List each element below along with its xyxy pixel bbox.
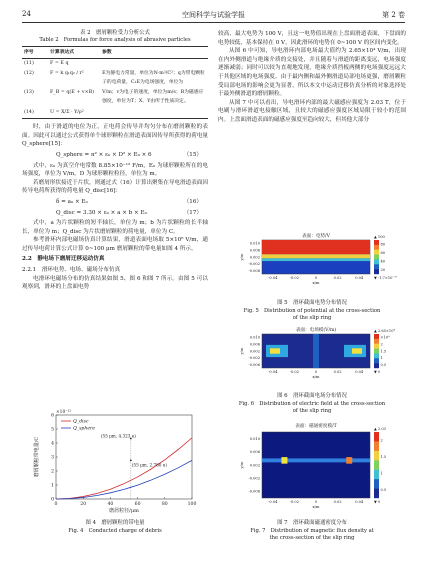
equation-17 — [22, 209, 208, 218]
y-tick-label: -0.006 — [248, 489, 260, 494]
page-header — [22, 8, 405, 22]
fig4-caption-en: Fig. 4 Conducted charge of debris — [68, 528, 162, 534]
y-tick-label: 0.002 — [249, 463, 260, 468]
colorbar-tick: 2 — [380, 342, 383, 347]
y-axis-label: 磨屑颗粒带电量/C — [34, 436, 40, 478]
colorbar-segment — [374, 250, 379, 255]
y-tick-label: 0.010 — [249, 241, 260, 246]
colorbar-segment — [374, 489, 379, 499]
colorbar-max: ▲ 100 — [374, 235, 385, 239]
y-tick-label: 0.010 — [249, 436, 260, 441]
table-cell: F = E q — [50, 60, 69, 66]
equation-15 — [22, 151, 208, 160]
table-cell — [100, 108, 208, 119]
fig7-caption-cn: 图 7 滑环截面磁通密度分布 — [277, 520, 347, 526]
colorbar-segment — [374, 264, 379, 269]
map-title: 表面：电场模(V/m) — [295, 328, 337, 333]
body-paragraph: 式中，ε₀ 为真空介电常数 8.85×10⁻¹² F/m，E₀ 为球形颗粒所在的电场强度，单位为 V/m，D 为球形颗粒粒径，单位为 m。 — [22, 162, 208, 178]
table-row — [22, 108, 208, 119]
y-tick-label: -0.006 — [248, 268, 260, 273]
series-line-Q_sphere — [56, 460, 192, 499]
y-axis-label: y/m — [239, 461, 244, 469]
fig4-caption-cn: 图 4 磨屑颗粒的带电量 — [85, 520, 145, 526]
body-paragraph: 从图 6 中可知，导电滑环内部电场最大值约为 2.65×10⁴ V/m，出现在内外侧滑道与绝缘介质的交接处，并且随着与滑道的距离变远，电场强度逐渐减弱；同时可以较为直观地发现，绝缘介质挡板两侧的电场强度远远大于其他区域的电场强度。由于最内侧和最外侧滑道局部电场更强，磨屑颗粒受局部电场的影响会更为显著，所以本文中运动迁移仿真分析的对象选择处于最外侧滑道的磨屑颗粒。 — [218, 48, 406, 98]
colorbar-segment — [374, 344, 379, 349]
x-tick-label: 0.02 — [333, 370, 342, 374]
table-cell: F_B = q(E + v×B) — [50, 90, 94, 96]
table-cell: (14) — [24, 109, 34, 115]
y-axis-label: y/m — [239, 347, 244, 355]
equation-number: （16） — [183, 198, 202, 205]
map-title: 表面：电势/V — [302, 234, 330, 239]
charge-chart-svg — [30, 405, 200, 517]
colorbar-segment — [374, 353, 379, 358]
colorbar-tick: 1 — [380, 356, 383, 361]
x-tick-label: -0.04 — [268, 500, 278, 504]
journal-title: 空间科学与试验学报 — [182, 11, 245, 19]
right-column — [218, 30, 406, 125]
y-tick-label: -0.002 — [248, 356, 260, 361]
y-tick-label: 0.010 — [249, 335, 260, 340]
colorbar-segment — [374, 334, 379, 339]
y-multiplier: ×10⁻¹² — [56, 410, 72, 415]
potential-map-svg — [240, 232, 406, 292]
colorbar-tick: 1.5 — [380, 349, 387, 354]
x-tick-label: -0.02 — [289, 500, 300, 504]
colorbar-tick: 1 — [380, 471, 383, 476]
y-tick-label: 3 — [51, 455, 54, 461]
subsection-heading: 2.2.1 滑环电势、电场、磁场分布仿真 — [22, 267, 121, 274]
y-tick-label: 0.006 — [249, 342, 260, 347]
header-divider — [22, 22, 405, 23]
low-mid-potential-band — [262, 258, 370, 261]
table-cell — [100, 58, 208, 69]
y-axis-label: y/m — [239, 253, 244, 261]
fig5-caption-en-2: of the slip ring — [292, 315, 332, 321]
map-title: 表面：磁通密度模/T — [295, 424, 337, 429]
bfield-band — [262, 458, 370, 462]
y-tick-label: -0.002 — [248, 476, 260, 481]
equation-number: （15） — [183, 151, 202, 158]
equation-body: Q_disc = 3.30 × ε₀ × a × b × E₀ — [56, 209, 147, 216]
mid-potential-band — [262, 254, 370, 258]
efield-map-svg — [240, 326, 406, 386]
annotation-label: (55 μm, 2.760 e) — [131, 462, 167, 468]
equation-16 — [22, 198, 208, 207]
colorbar-segment — [374, 470, 379, 480]
annotation-point — [130, 459, 132, 461]
table-cell: U = X/Σ · Y/ρ² — [50, 109, 84, 115]
x-tick-label: 0.04 — [355, 370, 364, 374]
body-paragraph: 式中，a 为片状颗粒的短半轴长，单位为 m；b 为片状颗粒的长半轴长，单位为 m；Q_disc 为片状磨屑颗粒的荷电量，单位为 C。 — [22, 220, 208, 235]
fig6-caption-cn: 图 6 滑环截面电场分布情况 — [277, 393, 347, 399]
x-tick-label: -0.04 — [268, 276, 278, 280]
body-paragraph: 电滑环电磁场分布的仿真结果如图 5、图 6 和图 7 所示。由图 5 可以观察到，滑环的上盘面电势 — [22, 275, 208, 291]
y-tick-label: 4 — [51, 441, 54, 447]
x-tick-label: 0 — [314, 276, 318, 280]
x-tick-label: 0 — [314, 370, 318, 374]
colorbar-tick: 40 — [380, 259, 386, 264]
colorbar-segment — [374, 451, 379, 461]
body-paragraph: 较高，最大电势为 100 V，且这一电势值出现在上盘面滑道表面，下盘面的电势较低，基本保持在 0 V，因此滑环的电势在 0~100 V 的区间内变化。 — [218, 31, 406, 46]
table-cell: (11) — [24, 60, 34, 66]
x-tick-label: -0.04 — [268, 370, 278, 374]
colorbar-min: ▼ -1.7×10⁻¹⁷ — [374, 276, 398, 280]
colorbar-segment — [374, 441, 379, 451]
y-tick-label: -0.002 — [248, 262, 260, 267]
colorbar-tick: 80 — [380, 242, 386, 247]
formula-table — [22, 46, 208, 119]
table-cell: F = k q₁q₂ / r² — [50, 71, 84, 77]
body-paragraph: 从图 7 中可以看出，导电滑环内部的最大磁感应强度为 2.03 T，位于电刷与滑环滑道电接触区域，且较大的磁感应强度区域局限于较小的范围内。上盘面滑道表面的磁感应强度至趋向较大，但其他大部分 — [218, 99, 406, 123]
y-tick-label: 0.002 — [249, 349, 260, 354]
x-tick-label: 0.02 — [333, 500, 342, 504]
colorbar-tick: 60 — [380, 251, 386, 256]
x-tick-label: 20 — [80, 502, 87, 507]
table2-title-en: Table 2 Formulas for force analysis of abrasive particles — [39, 37, 191, 43]
body-paragraph: 参考滑环内部电磁场仿真计算结果，滑道表面电场取 5×10⁶ V/m，通过传导电荷计算公式计算 0~100 μm 磨屑颗粒的带电量如图 4 所示。 — [22, 237, 208, 252]
colorbar-segment — [374, 479, 379, 489]
x-tick-label: 100 — [187, 502, 197, 507]
table-row — [22, 69, 208, 88]
bfield-peak — [281, 457, 287, 464]
colorbar-tick: 2 — [380, 438, 383, 443]
efield-peak-right — [352, 348, 362, 353]
colorbar-max: ▲ 2.03 — [374, 427, 386, 431]
annotation-label: (55 μm, 4.323 e) — [100, 433, 136, 439]
colorbar-segment — [374, 363, 379, 368]
y-tick-label: 0 — [51, 497, 54, 503]
y-tick-label: -0.006 — [248, 362, 260, 367]
x-tick-label: 0.04 — [355, 276, 364, 280]
body-paragraph: 若磨屑形状接近于片状，则通过式（16）计算出聚集在导电滑道表面因传导电荷所获得的荷电量 Q_disc[16]： — [22, 179, 208, 195]
table-header-row — [22, 47, 208, 59]
x-tick-label: 80 — [161, 502, 168, 507]
series-line-Q_disc — [56, 438, 192, 499]
colorbar-segment — [374, 245, 379, 250]
table-cell: (12) — [24, 71, 34, 77]
left-column — [22, 30, 208, 292]
colorbar-tick: 0.5 — [380, 488, 387, 493]
colorbar-segment — [374, 339, 379, 344]
y-tick-label: 5 — [51, 427, 54, 433]
fig6-caption-en-2: of the slip ring — [292, 408, 332, 414]
x-axis-label: x/m — [312, 504, 320, 509]
x-tick-label: -0.02 — [289, 276, 300, 280]
table-row — [22, 88, 208, 107]
y-tick-label: 1 — [51, 483, 54, 489]
x-tick-label: -0.02 — [289, 370, 300, 374]
x-axis-label: x/m — [312, 280, 320, 285]
high-potential-region — [262, 240, 370, 254]
fig7-bfield-map — [240, 420, 406, 516]
page-number: 24 — [22, 10, 31, 18]
y-tick-label: 0.006 — [249, 248, 260, 253]
colorbar-min: ▼ 0 — [374, 370, 381, 374]
section-heading: 2.2 静电场下磨屑迁移运动仿真 — [22, 256, 105, 263]
colorbar-min: ▼ 0 — [374, 500, 381, 504]
colorbar-segment — [374, 460, 379, 470]
colorbar-tick: 1.5 — [380, 455, 387, 460]
insulating-baffle — [313, 334, 319, 368]
fig5-caption-cn: 图 5 滑环截面电势分布情况 — [277, 300, 347, 306]
fig5-potential-map — [240, 232, 406, 292]
body-paragraph: 时，由于滑道的电位为正，正电荷会传导并均匀分布在磨屑颗粒的表面。因此可以通过公式获得单个球形颗粒在滑道表面因传导所获得的荷电量 Q_sphere[15]： — [22, 124, 208, 148]
fig6-efield-map — [240, 326, 406, 386]
table-header-cell: 计算表达式 — [50, 49, 75, 55]
colorbar-segment — [374, 240, 379, 245]
colorbar-segment — [374, 358, 379, 363]
equation-number: （17） — [183, 209, 202, 216]
x-tick-label: 0 — [314, 500, 318, 504]
colorbar-segment — [374, 255, 379, 260]
efield-peak-left — [270, 348, 280, 353]
table-cell: E为静电力常量，单位为N·m²/C²；q为带电颗粒子的电荷量，C₁E为电场强度，单位为 — [102, 71, 205, 85]
x-tick-label: 0 — [54, 502, 58, 507]
fig4-chart — [30, 405, 200, 517]
table-header-cell: 序号 — [24, 49, 34, 55]
x-tick-label: 40 — [107, 502, 114, 507]
colorbar-tick: 0.5 — [380, 362, 387, 367]
y-tick-label: 0.002 — [249, 255, 260, 260]
legend-label: Q_sphere — [73, 426, 95, 432]
colorbar-tick: 20 — [380, 268, 386, 273]
colorbar-max: ▲ 2.65×10⁴ — [374, 329, 395, 333]
y-tick-label: 0.006 — [249, 450, 260, 455]
map-field — [262, 432, 370, 498]
table-cell: V/m；v为电子的速度，单位为m/s；B为磁感应强度，单位为T；X、Y由所于性质决定。 — [102, 90, 204, 104]
colorbar-segment — [374, 259, 379, 264]
legend-label: Q_disc — [73, 419, 89, 425]
y-tick-label: 6 — [51, 413, 54, 419]
volume-label: 第 2 卷 — [382, 11, 405, 19]
x-axis-label: x/m — [312, 374, 320, 379]
colorbar-segment — [374, 269, 379, 274]
bfield-map-svg — [240, 420, 406, 516]
colorbar-segment — [374, 349, 379, 354]
table-cell: (13) — [24, 90, 34, 96]
equation-body: δ = a₀ × E₀ — [56, 198, 88, 205]
y-tick-label: 2 — [51, 469, 54, 475]
colorbar-segment — [374, 432, 379, 442]
equation-body: Q_sphere = π² × ε₀ × D² × E₀ × 6 — [56, 151, 152, 158]
fig5-caption-en: Fig. 5 Distribution of potential at the cross-section — [243, 308, 381, 314]
table2-title-cn: 表 2 磨屑颗粒受力分析公式 — [80, 30, 150, 36]
fig7-caption-en: Fig. 7 Distribution of magnetic flux density at — [250, 528, 374, 534]
fig7-caption-en-2: the cross-section of the slip ring — [269, 535, 355, 541]
bfield-peak — [346, 457, 352, 464]
x-axis-label: 磨屑粒径/μm — [109, 508, 139, 514]
table-row — [22, 58, 208, 69]
colorbar-tick: ×10⁴ — [380, 335, 390, 340]
x-tick-label: 0.02 — [333, 276, 342, 280]
fig6-caption-en: Fig. 6 Distribution of electric field at the cross-section — [238, 401, 386, 407]
table-header-cell: 参数 — [102, 49, 112, 55]
x-tick-label: 0.04 — [355, 500, 364, 504]
x-tick-label: 60 — [134, 502, 141, 507]
